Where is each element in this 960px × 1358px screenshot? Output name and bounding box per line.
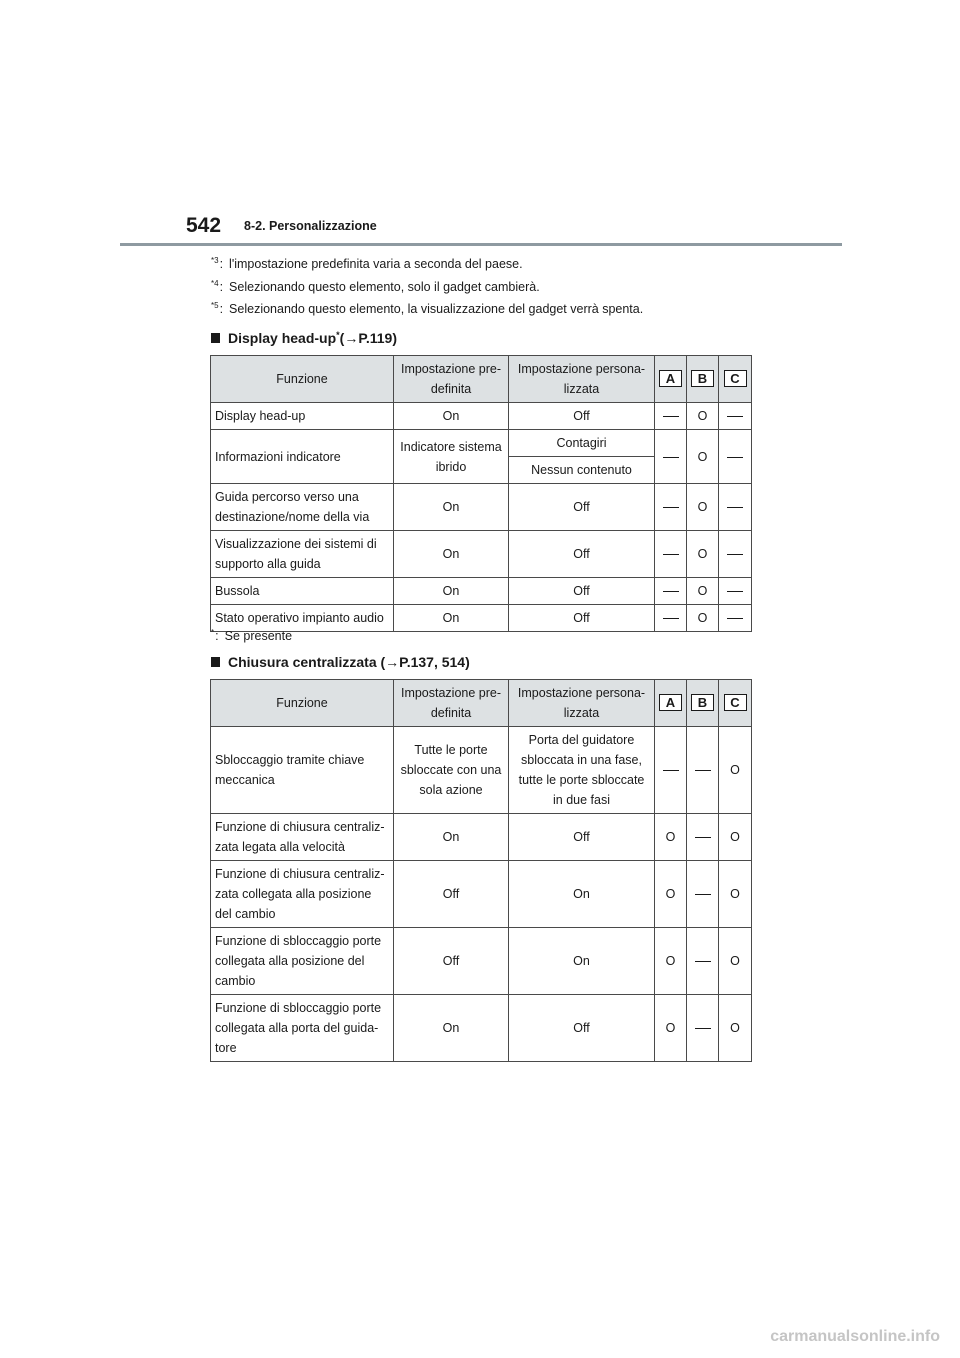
dash-mark bbox=[663, 457, 679, 458]
header-rule bbox=[120, 243, 842, 246]
table-row bbox=[211, 531, 752, 578]
cell-b bbox=[687, 861, 719, 928]
footnote-text: l'impostazione predefinita varia a seconda del paese. bbox=[229, 257, 523, 271]
cell-custom: Off bbox=[509, 605, 655, 632]
dash-mark bbox=[695, 837, 711, 838]
cell-c: O bbox=[719, 861, 752, 928]
cell-default: On bbox=[394, 531, 509, 578]
cell-custom-alt: Nessun contenuto bbox=[509, 457, 655, 484]
footnote-present: *: Se presente bbox=[211, 628, 293, 643]
col-header-b bbox=[687, 680, 719, 727]
square-bullet-icon bbox=[211, 657, 220, 667]
cell-a: O bbox=[655, 995, 687, 1062]
cell-default: On bbox=[394, 605, 509, 632]
dash-mark bbox=[663, 554, 679, 555]
cell-custom: Off bbox=[509, 814, 655, 861]
col-header-function: Funzione bbox=[211, 680, 394, 727]
cell-default: On bbox=[394, 578, 509, 605]
cell-function: Funzione di sbloccaggio porte collegata alla porta del guida-tore bbox=[211, 995, 394, 1062]
col-header-a bbox=[655, 356, 687, 403]
col-header-custom: Impostazione persona-lizzata bbox=[509, 356, 655, 403]
table-header-row bbox=[211, 680, 752, 727]
dash-mark bbox=[695, 961, 711, 962]
cell-function: Visualizzazione dei sistemi di supporto alla guida bbox=[211, 531, 394, 578]
cell-custom: Off bbox=[509, 403, 655, 430]
heading-star: * bbox=[336, 330, 340, 340]
footnote-4: $^{*4}$: Selezionando questo elemento, solo il gadget cambierà. bbox=[211, 279, 540, 294]
footnote-mark: *3 bbox=[211, 256, 219, 265]
col-header-function: Funzione bbox=[211, 356, 394, 403]
footnote-text: Selezionando questo elemento, la visualizzazione del gadget verrà spenta. bbox=[229, 302, 644, 316]
cell-custom: Off bbox=[509, 484, 655, 531]
cell-function: Sbloccaggio tramite chiave meccanica bbox=[211, 727, 394, 814]
cell-a bbox=[655, 430, 687, 484]
cell-c: O bbox=[719, 727, 752, 814]
cell-c: O bbox=[719, 995, 752, 1062]
cell-function: Stato operativo impianto audio bbox=[211, 605, 394, 632]
cell-custom: Off bbox=[509, 531, 655, 578]
dash-mark bbox=[695, 1028, 711, 1029]
footnote-mark: *5 bbox=[211, 301, 219, 310]
cell-custom: On bbox=[509, 861, 655, 928]
cell-c bbox=[719, 430, 752, 484]
b-box-icon: B bbox=[691, 370, 714, 387]
a-box-icon: A bbox=[659, 694, 682, 711]
dash-mark bbox=[727, 507, 743, 508]
col-header-custom: Impostazione persona-lizzata bbox=[509, 680, 655, 727]
table-row bbox=[211, 814, 752, 861]
dash-mark bbox=[727, 618, 743, 619]
footer-watermark: carmanualsonline.info bbox=[770, 1328, 940, 1345]
c-box-icon: C bbox=[724, 370, 747, 387]
dash-mark bbox=[727, 554, 743, 555]
a-box-icon: A bbox=[659, 370, 682, 387]
cell-custom: Off bbox=[509, 995, 655, 1062]
cell-c bbox=[719, 403, 752, 430]
cell-b bbox=[687, 727, 719, 814]
cell-b: O bbox=[687, 430, 719, 484]
footnote-3: $^{*3}$: l'impostazione predefinita varia a seconda del paese. bbox=[211, 256, 523, 271]
cell-c bbox=[719, 531, 752, 578]
cell-b bbox=[687, 928, 719, 995]
cell-a bbox=[655, 578, 687, 605]
b-box-icon: B bbox=[691, 694, 714, 711]
heading-ref: (→P.137, 514) bbox=[380, 654, 470, 670]
cell-function: Informazioni indicatore bbox=[211, 430, 394, 484]
col-header-b bbox=[687, 356, 719, 403]
cell-default: Off bbox=[394, 861, 509, 928]
cell-default: On bbox=[394, 995, 509, 1062]
cell-custom: Contagiri bbox=[509, 430, 655, 457]
square-bullet-icon bbox=[211, 333, 220, 343]
dash-mark bbox=[663, 770, 679, 771]
dash-mark bbox=[663, 591, 679, 592]
cell-custom: Porta del guidatore sbloccata in una fase, tutte le porte sbloccate in due fasi bbox=[509, 727, 655, 814]
cell-function: Guida percorso verso una destinazione/nome della via bbox=[211, 484, 394, 531]
heading-ref: (→P.119) bbox=[339, 330, 397, 346]
cell-default: On bbox=[394, 814, 509, 861]
head-up-settings-table bbox=[210, 355, 752, 632]
cell-b: O bbox=[687, 403, 719, 430]
cell-c: O bbox=[719, 928, 752, 995]
col-header-c bbox=[719, 356, 752, 403]
dash-mark bbox=[663, 618, 679, 619]
page-number: 542 bbox=[186, 214, 222, 237]
cell-c: O bbox=[719, 814, 752, 861]
cell-b bbox=[687, 995, 719, 1062]
cell-b: O bbox=[687, 605, 719, 632]
cell-function: Funzione di chiusura centraliz-zata collegata alla posizione del cambio bbox=[211, 861, 394, 928]
col-header-c bbox=[719, 680, 752, 727]
dash-mark bbox=[727, 591, 743, 592]
table-row bbox=[211, 928, 752, 995]
heading-title: Display head-up bbox=[228, 330, 337, 346]
table-row bbox=[211, 430, 752, 457]
dash-mark bbox=[663, 416, 679, 417]
table-header-row bbox=[211, 356, 752, 403]
col-header-default: Impostazione pre-definita bbox=[394, 680, 509, 727]
cell-a: O bbox=[655, 861, 687, 928]
cell-function: Funzione di chiusura centraliz-zata legata alla velocità bbox=[211, 814, 394, 861]
table-row bbox=[211, 995, 752, 1062]
cell-a: O bbox=[655, 814, 687, 861]
table-row bbox=[211, 403, 752, 430]
dash-mark bbox=[727, 416, 743, 417]
cell-b: O bbox=[687, 484, 719, 531]
cell-custom: On bbox=[509, 928, 655, 995]
table-row bbox=[211, 861, 752, 928]
central-locking-table bbox=[210, 679, 752, 1062]
cell-c bbox=[719, 484, 752, 531]
c-box-icon: C bbox=[724, 694, 747, 711]
cell-a bbox=[655, 727, 687, 814]
section-title: 8-2. Personalizzazione bbox=[244, 219, 377, 233]
footnote-mark: *4 bbox=[211, 279, 219, 288]
dash-mark bbox=[663, 507, 679, 508]
heading-title: Chiusura centralizzata bbox=[228, 654, 377, 670]
cell-c bbox=[719, 578, 752, 605]
footnote-mark: * bbox=[211, 628, 215, 637]
cell-function: Display head-up bbox=[211, 403, 394, 430]
section-heading-display-head-up bbox=[211, 330, 397, 346]
cell-default: On bbox=[394, 484, 509, 531]
cell-c bbox=[719, 605, 752, 632]
cell-b: O bbox=[687, 531, 719, 578]
section-heading-central-locking bbox=[211, 654, 470, 670]
footnote-text: Selezionando questo elemento, solo il gadget cambierà. bbox=[229, 280, 540, 294]
table-row bbox=[211, 484, 752, 531]
dash-mark bbox=[695, 894, 711, 895]
table-row bbox=[211, 578, 752, 605]
col-header-default: Impostazione pre-definita bbox=[394, 356, 509, 403]
cell-a bbox=[655, 605, 687, 632]
dash-mark bbox=[727, 457, 743, 458]
footnote-text: Se presente bbox=[224, 629, 293, 643]
cell-default: Off bbox=[394, 928, 509, 995]
dash-mark bbox=[695, 770, 711, 771]
cell-a bbox=[655, 531, 687, 578]
cell-default: Tutte le porte sbloccate con una sola azione bbox=[394, 727, 509, 814]
cell-b: O bbox=[687, 578, 719, 605]
cell-default: On bbox=[394, 403, 509, 430]
cell-a bbox=[655, 484, 687, 531]
cell-a bbox=[655, 403, 687, 430]
cell-default: Indicatore sistema ibrido bbox=[394, 430, 509, 484]
cell-b bbox=[687, 814, 719, 861]
cell-custom: Off bbox=[509, 578, 655, 605]
cell-function: Bussola bbox=[211, 578, 394, 605]
footnote-5: $^{*5}$: Selezionando questo elemento, la visualizzazione del gadget verrà spenta. bbox=[211, 301, 644, 316]
table-row bbox=[211, 727, 752, 814]
cell-a: O bbox=[655, 928, 687, 995]
col-header-a bbox=[655, 680, 687, 727]
cell-function: Funzione di sbloccaggio porte collegata alla posizione del cambio bbox=[211, 928, 394, 995]
